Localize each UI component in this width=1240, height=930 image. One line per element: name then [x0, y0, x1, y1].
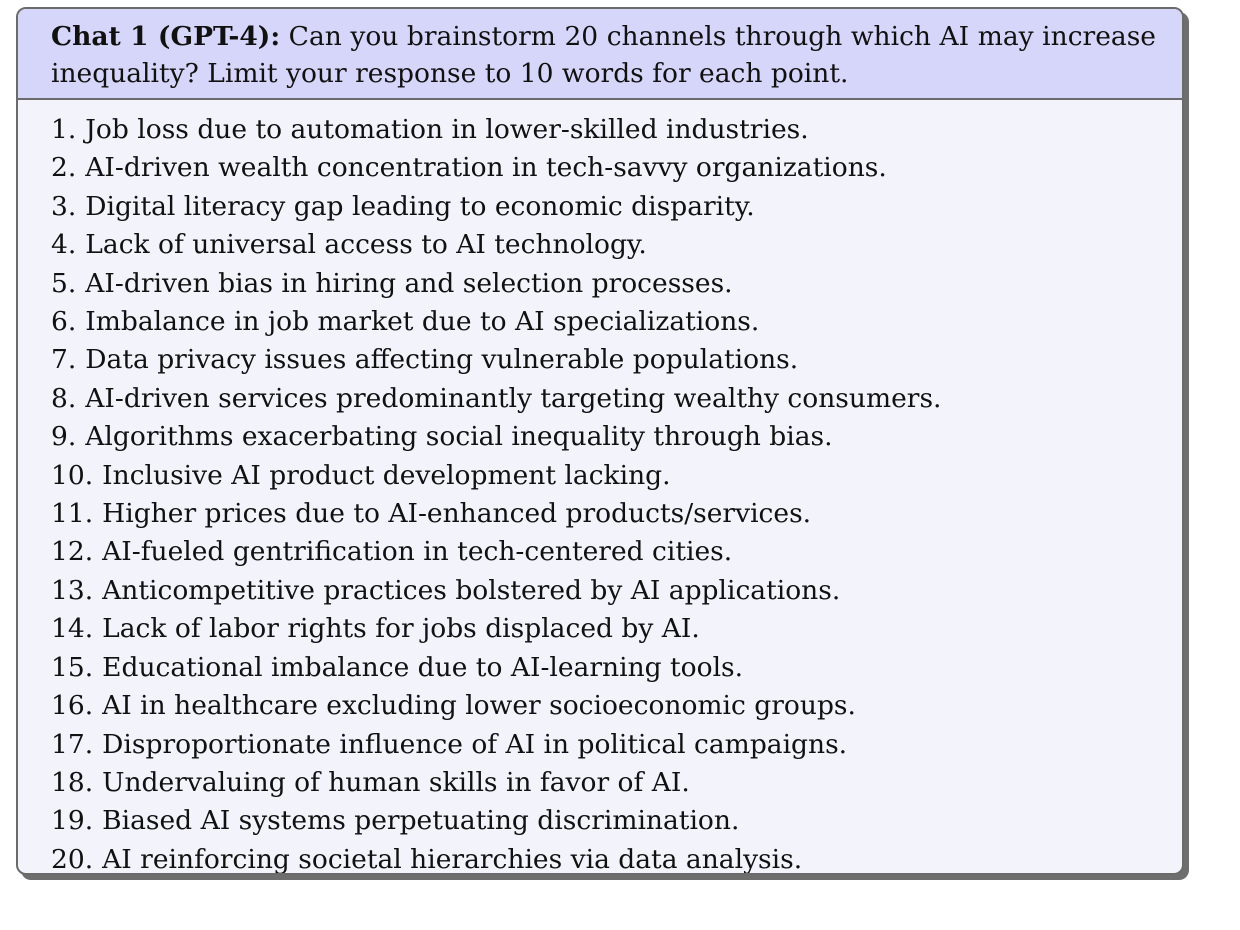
- list-item: [51, 841, 1162, 875]
- list-item-text: Disproportionate influence of AI in political campaigns.: [102, 728, 848, 760]
- list-item-text: Higher prices due to AI-enhanced products/services.: [102, 498, 812, 530]
- list-item-number: 2.: [51, 152, 77, 184]
- list-item-number: 8.: [51, 382, 77, 414]
- list-item: [51, 341, 1162, 379]
- list-item-number: 20.: [51, 843, 94, 875]
- list-item-number: 12.: [51, 536, 94, 568]
- list-item: [51, 495, 1162, 533]
- list-item: [51, 265, 1162, 303]
- list-item: [51, 149, 1162, 187]
- list-item: [51, 226, 1162, 264]
- list-item-number: 4.: [51, 229, 77, 261]
- list-item-text: AI reinforcing societal hierarchies via data analysis.: [102, 843, 803, 875]
- list-item-number: 5.: [51, 267, 77, 299]
- list-item-number: 9.: [51, 421, 77, 453]
- list-item-text: Anticompetitive practices bolstered by AI applications.: [102, 574, 841, 606]
- list-item-text: Imbalance in job market due to AI specializations.: [85, 306, 760, 338]
- list-item-text: AI-driven bias in hiring and selection processes.: [85, 267, 733, 299]
- list-item-number: 10.: [51, 459, 94, 491]
- list-item: [51, 802, 1162, 840]
- chat-prompt: Can you brainstorm 20 channels through which AI may increase inequality? Limit your response to 10 words for each point.: [51, 21, 1156, 89]
- list-item-number: 15.: [51, 651, 94, 683]
- list-item: [51, 111, 1162, 149]
- list-item-number: 14.: [51, 613, 94, 645]
- list-item-text: AI-fueled gentrification in tech-centered cities.: [102, 536, 733, 568]
- list-item-number: 16.: [51, 690, 94, 722]
- list-item-number: 1.: [51, 114, 77, 145]
- list-item-number: 19.: [51, 805, 94, 837]
- chat-box: [16, 7, 1184, 875]
- chat-title: Chat 1 (GPT-4):: [51, 21, 281, 52]
- list-item: [51, 572, 1162, 610]
- response-list: [51, 111, 1162, 875]
- list-item-number: 7.: [51, 344, 77, 376]
- list-item: [51, 687, 1162, 725]
- list-item-text: Undervaluing of human skills in favor of AI.: [102, 766, 690, 798]
- list-item-number: 17.: [51, 728, 94, 760]
- list-item: [51, 533, 1162, 571]
- list-item-number: 18.: [51, 766, 94, 798]
- list-item: [51, 380, 1162, 418]
- list-item: [51, 188, 1162, 226]
- list-item-text: Lack of labor rights for jobs displaced by AI.: [102, 613, 700, 645]
- list-item-text: AI-driven services predominantly targeting wealthy consumers.: [85, 382, 942, 414]
- list-item: [51, 418, 1162, 456]
- chat-header: [18, 9, 1182, 100]
- list-item-text: Educational imbalance due to AI-learning tools.: [102, 651, 744, 683]
- list-item: [51, 303, 1162, 341]
- list-item: [51, 764, 1162, 802]
- list-item-number: 13.: [51, 574, 94, 606]
- list-item-number: 6.: [51, 306, 77, 338]
- list-item: [51, 610, 1162, 648]
- list-item: [51, 649, 1162, 687]
- chat-response: [18, 100, 1182, 875]
- list-item: [51, 457, 1162, 495]
- list-item-text: Inclusive AI product development lacking.: [102, 459, 671, 491]
- list-item-text: AI-driven wealth concentration in tech-savvy organizations.: [85, 152, 887, 184]
- list-item-text: Algorithms exacerbating social inequality through bias.: [85, 421, 833, 453]
- list-item-number: 11.: [51, 498, 94, 530]
- list-item: [51, 726, 1162, 764]
- list-item-number: 3.: [51, 190, 77, 222]
- list-item-text: Job loss due to automation in lower-skilled industries.: [85, 114, 809, 145]
- list-item-text: Lack of universal access to AI technology.: [85, 229, 647, 261]
- list-item-text: Data privacy issues affecting vulnerable populations.: [85, 344, 799, 376]
- list-item-text: AI in healthcare excluding lower socioeconomic groups.: [102, 690, 856, 722]
- list-item-text: Biased AI systems perpetuating discrimination.: [102, 805, 740, 837]
- list-item-text: Digital literacy gap leading to economic disparity.: [85, 190, 755, 222]
